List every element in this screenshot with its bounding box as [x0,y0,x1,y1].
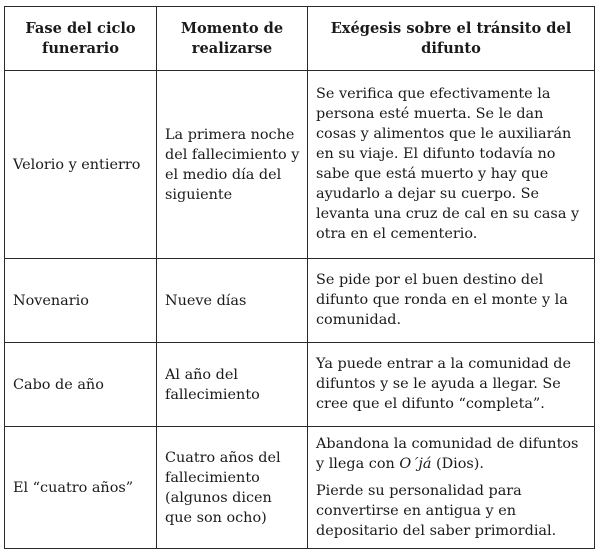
moment-cell: Cuatro años del fallecimiento (algunos dicen que son ocho) [157,427,308,549]
header-phase: Fase del ciclo funerario [5,7,157,71]
table-row [5,343,595,427]
exegesis-text: Se pide por el buen destino del difunto que ronda en el monte y la comunidad. [316,272,568,328]
exegesis-cell [308,259,595,343]
exegesis-text: Ya puede entrar a la comunidad de difuntos y se le ayuda a llegar. Se cree que el difunto “completa”. [316,356,572,412]
phase-cell: El “cuatro años” [5,427,157,549]
moment-cell: La primera noche del fallecimiento y el medio día del siguiente [157,71,308,259]
exegesis-paragraph-1 [316,434,586,474]
table-header [5,7,595,71]
table-row [5,427,595,549]
exegesis-cell [308,343,595,427]
moment-cell: Nueve días [157,259,308,343]
funeral-cycle-table [4,6,595,549]
phase-cell: Novenario [5,259,157,343]
moment-cell: Al año del fallecimiento [157,343,308,427]
exegesis-cell [308,427,595,549]
table-row [5,71,595,259]
exegesis-cell [308,71,595,259]
exegesis-paragraph-2: Pierde su personalidad para convertirse en antigua y en depositario del saber primordial. [316,482,557,539]
header-moment: Momento de realizarse [157,7,308,71]
exegesis-text: Se verifica que efectivamente la persona esté muerta. Se le dan cosas y alimentos que le auxiliarán en su viaje. El difunto todavía no sabe que está muerto y hay que ayudarlo a dejar su cuerpo. Se levanta una cruz de cal en su casa y otra en el cementerio. [316,86,580,242]
phase-cell: Velorio y entierro [5,71,157,259]
header-row [5,7,595,71]
table-row [5,259,595,343]
header-exegesis: Exégesis sobre el tránsito del difunto [308,7,595,71]
exegesis-text-after: (Dios). [431,455,484,472]
deity-term: O´já [399,455,432,472]
table-body [5,71,595,549]
phase-cell: Cabo de año [5,343,157,427]
exegesis-text-before: Abandona la comunidad de difuntos y llega con [316,435,579,472]
